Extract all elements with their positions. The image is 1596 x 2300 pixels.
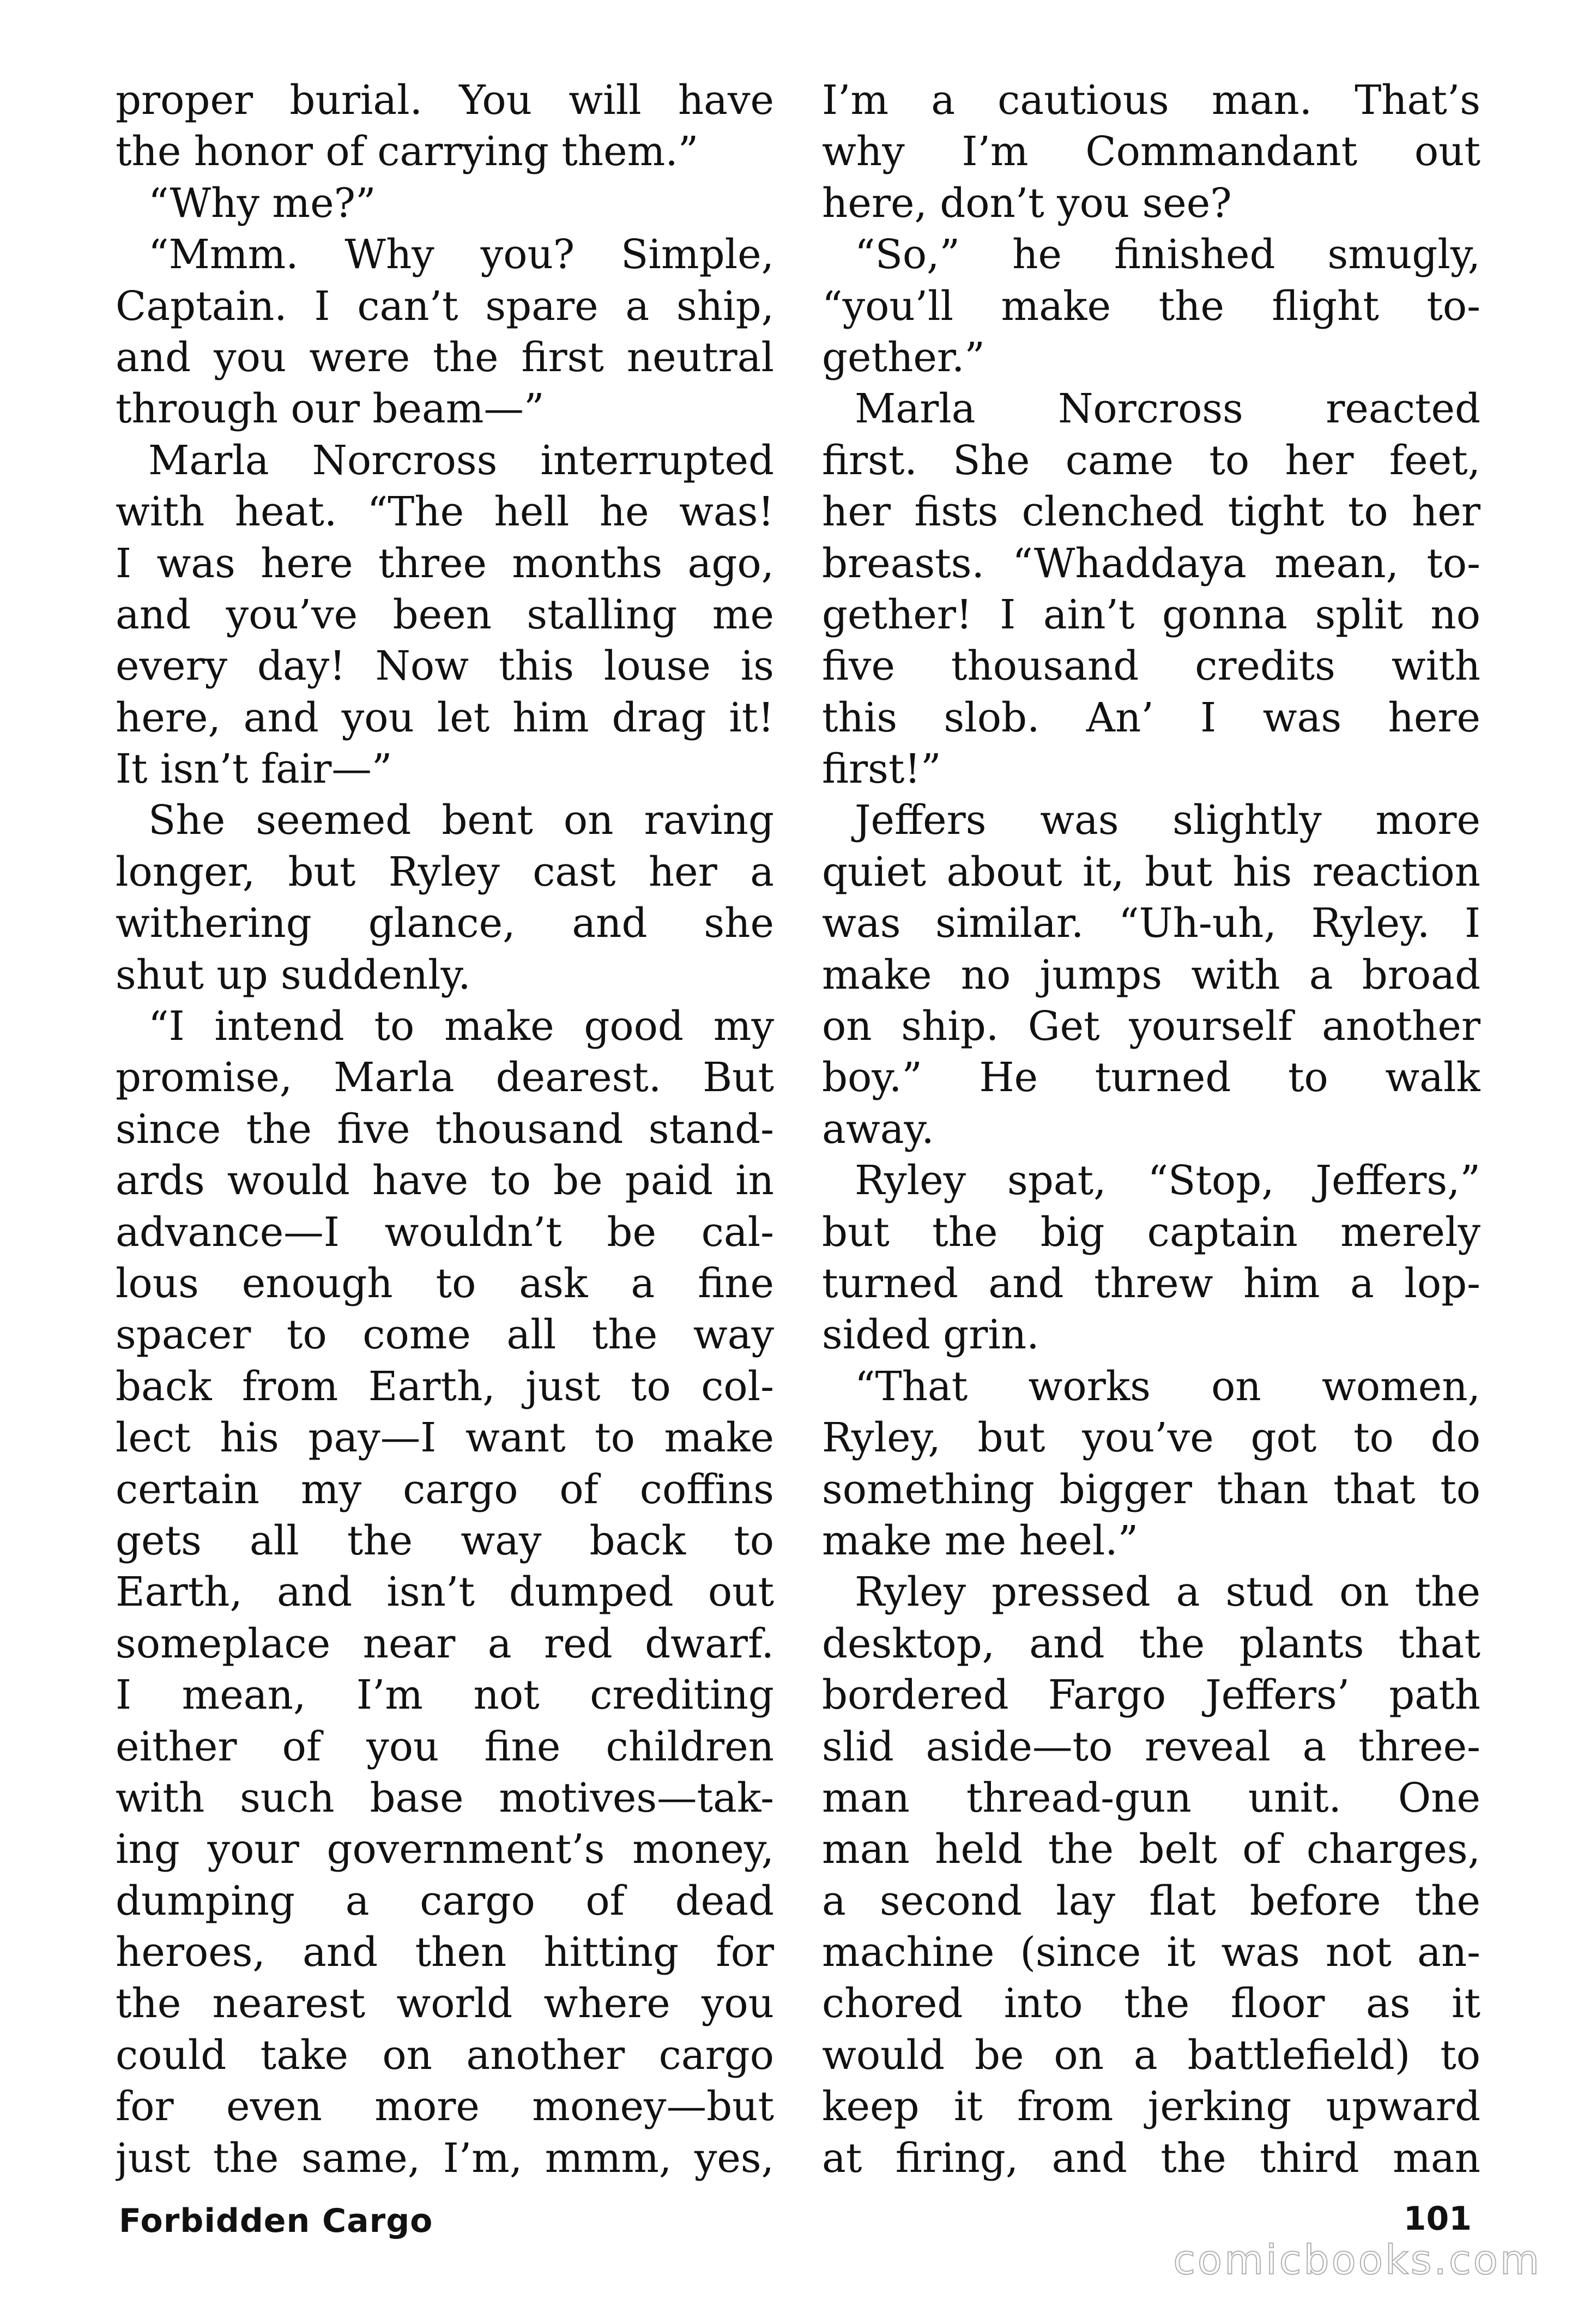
text-line: a second lay flat before the <box>822 1878 1480 1924</box>
text-line: but the big captain merely <box>822 1209 1480 1256</box>
text-line: could take on another cargo <box>116 2032 774 2079</box>
text-line: dumping a cargo of dead <box>116 1878 774 1924</box>
text-line: lect his pay—I want to make <box>116 1415 774 1462</box>
text-line: shut up suddenly. <box>116 952 471 998</box>
text-line: gets all the way back to <box>116 1517 774 1564</box>
text-line: bordered Fargo Jeffers’ path <box>822 1672 1480 1719</box>
text-line: first!” <box>822 746 941 793</box>
running-footer-title: Forbidden Cargo <box>119 2202 433 2240</box>
text-line: either of you fine children <box>116 1723 774 1770</box>
text-line: Captain. I can’t spare a ship, <box>116 283 774 330</box>
page-number: 101 <box>1403 2200 1472 2238</box>
text-line: Ryley pressed a stud on the <box>855 1569 1480 1616</box>
text-line: “you’ll make the flight to- <box>822 283 1480 330</box>
text-line: was similar. “Uh-uh, Ryley. I <box>822 900 1480 947</box>
text-line: would be on a battlefield) to <box>822 2032 1480 2079</box>
text-line: just the same, I’m, mmm, yes, <box>116 2135 774 2182</box>
text-line: “So,” he finished smugly, <box>855 232 1480 279</box>
text-line: Marla Norcross interrupted <box>148 437 774 484</box>
text-line: I mean, I’m not crediting <box>116 1672 774 1719</box>
text-line: the nearest world where you <box>116 1981 774 2027</box>
text-line: with heat. “The hell he was! <box>116 489 774 536</box>
text-line: with such base motives—tak- <box>116 1775 774 1821</box>
text-line: through our beam—” <box>116 386 545 433</box>
text-line: make me heel.” <box>822 1517 1139 1564</box>
text-line: promise, Marla dearest. But <box>116 1055 774 1101</box>
text-line: proper burial. You will have <box>116 77 774 124</box>
text-column-left <box>116 75 774 2184</box>
watermark-logo: comicbooks.com <box>1173 2237 1541 2284</box>
text-line: and you’ve been stalling me <box>116 591 774 638</box>
text-line: why I’m Commandant out <box>822 129 1480 175</box>
text-line: slid aside—to reveal a three- <box>822 1723 1480 1770</box>
text-line: here, and you let him drag it! <box>116 694 774 741</box>
text-line: lous enough to ask a fine <box>116 1260 774 1307</box>
text-column-right <box>822 75 1480 2184</box>
text-line: Jeffers was slightly more <box>855 797 1480 844</box>
text-line: spacer to come all the way <box>116 1312 774 1359</box>
text-line: on ship. Get yourself another <box>822 1003 1480 1050</box>
text-line: keep it from jerking upward <box>822 2084 1480 2130</box>
text-line: the honor of carrying them.” <box>116 129 699 175</box>
text-line: back from Earth, just to col- <box>116 1363 774 1410</box>
text-line: I’m a cautious man. That’s <box>822 77 1480 124</box>
text-line: her fists clenched tight to her <box>822 489 1480 536</box>
text-line: gether! I ain’t gonna split no <box>822 591 1480 638</box>
text-line: at firing, and the third man <box>822 2135 1480 2182</box>
text-line: I was here three months ago, <box>116 540 774 587</box>
text-line: She seemed bent on raving <box>148 797 774 844</box>
text-line: man thread-gun unit. One <box>822 1775 1480 1821</box>
text-line: “Mmm. Why you? Simple, <box>148 232 774 279</box>
text-line: this slob. An’ I was here <box>822 694 1480 741</box>
text-line: since the five thousand stand- <box>116 1106 774 1153</box>
text-line: boy.” He turned to walk <box>822 1055 1480 1101</box>
text-line: breasts. “Whaddaya mean, to- <box>822 540 1480 587</box>
text-line: five thousand credits with <box>822 643 1480 690</box>
text-line: away. <box>822 1106 934 1153</box>
text-line: quiet about it, but his reaction <box>822 849 1480 895</box>
text-line: man held the belt of charges, <box>822 1826 1480 1873</box>
text-line: here, don’t you see? <box>822 180 1232 227</box>
text-line: “I intend to make good my <box>148 1003 774 1050</box>
text-line: and you were the first neutral <box>116 334 774 381</box>
text-line: “That works on women, <box>855 1363 1480 1410</box>
text-line: certain my cargo of coffins <box>116 1466 774 1513</box>
text-line: ing your government’s money, <box>116 1826 774 1873</box>
text-line: Ryley, but you’ve got to do <box>822 1415 1480 1462</box>
text-line: withering glance, and she <box>116 900 774 947</box>
text-line: sided grin. <box>822 1312 1039 1359</box>
text-line: Marla Norcross reacted <box>855 386 1480 433</box>
text-line: “Why me?” <box>148 180 376 227</box>
text-line: someplace near a red dwarf. <box>116 1620 774 1667</box>
text-line: first. She came to her feet, <box>822 437 1480 484</box>
text-line: Earth, and isn’t dumped out <box>116 1569 774 1616</box>
text-line: every day! Now this louse is <box>116 643 774 690</box>
text-line: Ryley spat, “Stop, Jeffers,” <box>855 1158 1480 1205</box>
text-line: heroes, and then hitting for <box>116 1929 774 1976</box>
text-line: chored into the floor as it <box>822 1981 1480 2027</box>
text-line: gether.” <box>822 334 985 381</box>
text-line: machine (since it was not an- <box>822 1929 1480 1976</box>
text-line: for even more money—but <box>116 2084 774 2130</box>
text-line: make no jumps with a broad <box>822 952 1480 998</box>
text-line: longer, but Ryley cast her a <box>116 849 774 895</box>
text-line: something bigger than that to <box>822 1466 1480 1513</box>
text-line: It isn’t fair—” <box>116 746 392 793</box>
text-line: desktop, and the plants that <box>822 1620 1480 1667</box>
text-line: turned and threw him a lop- <box>822 1260 1480 1307</box>
text-line: advance—I wouldn’t be cal- <box>116 1209 774 1256</box>
text-line: ards would have to be paid in <box>116 1158 774 1205</box>
